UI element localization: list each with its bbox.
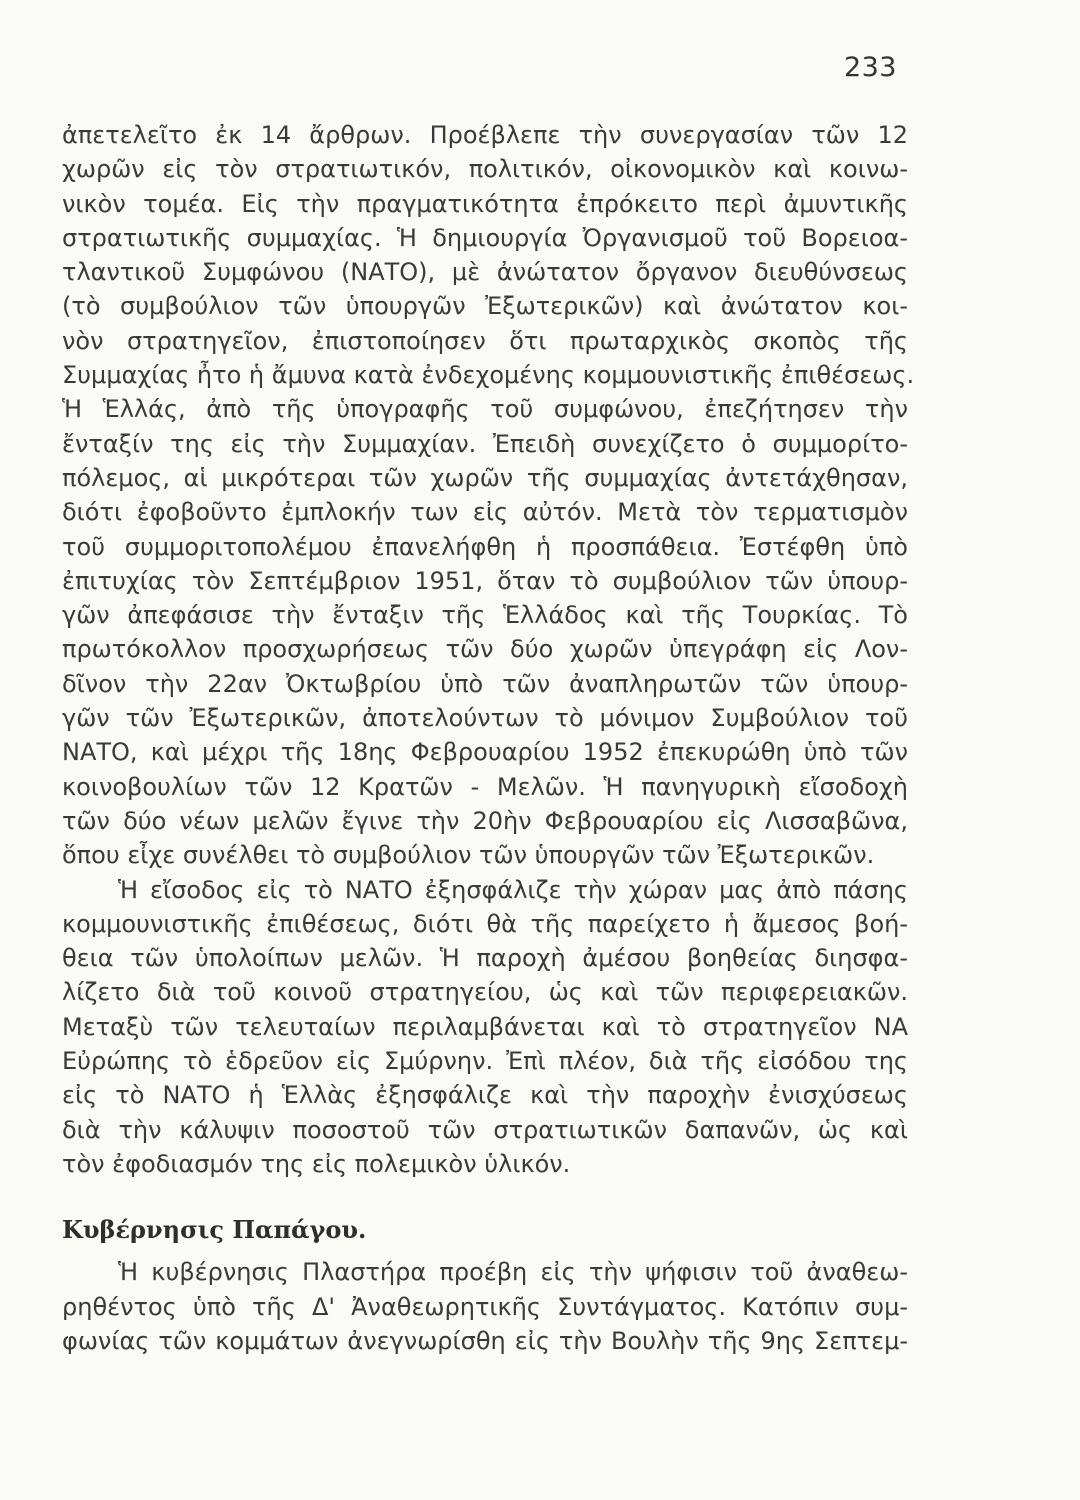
text-line: διότι ἐφοβοῦντο ἐμπλοκήν των εἰς αὐτόν. Μετὰ τὸν τερματισμὸν (62, 498, 908, 527)
section-heading: Κυβέρνησις Παπάγου. (62, 1215, 367, 1245)
text-line: Ἡ εἴσοδος εἰς τὸ ΝΑΤΟ ἐξησφάλιζε τὴν χώραν μας ἀπὸ πάσης (118, 875, 908, 904)
text-line: τοῦ συμμοριτοπολέμου ἐπανελήφθη ἡ προσπάθεια. Ἐστέφθη ὑπὸ (62, 532, 908, 561)
text-line: (τὸ συμβούλιον τῶν ὑπουργῶν Ἐξωτερικῶν) καὶ ἀνώτατον κοι- (62, 292, 908, 321)
text-line: τὸν ἐφοδιασμόν της εἰς πολεμικὸν ὑλικόν. (62, 1149, 571, 1178)
text-line: ἔνταξίν της εἰς τὴν Συμμαχίαν. Ἐπειδὴ συνεχίζετο ὁ συμμορίτο- (62, 429, 908, 458)
text-line: πρωτόκολλον προσχωρήσεως τῶν δύο χωρῶν ὑπεγράφη εἰς Λον- (62, 635, 908, 664)
text-line: νὸν στρατηγεῖον, ἐπιστοποίησεν ὅτι πρωταρχικὸς σκοπὸς τῆς (62, 326, 908, 355)
text-line: ρηθέντος ὑπὸ τῆς Δ' Ἀναθεωρητικῆς Συντάγματος. Κατόπιν συμ- (62, 1292, 908, 1321)
text-line: διὰ τὴν κάλυψιν ποσοστοῦ τῶν στρατιωτικῶν δαπανῶν, ὡς καὶ (62, 1115, 908, 1144)
text-line: ΝΑΤΟ, καὶ μέχρι τῆς 18ης Φεβρουαρίου 1952 ἐπεκυρώθη ὑπὸ τῶν (62, 738, 908, 767)
text-line: ἐπιτυχίας τὸν Σεπτέμβριον 1951, ὅταν τὸ συμβούλιον τῶν ὑπουρ- (62, 566, 908, 595)
text-line: κομμουνιστικῆς ἐπιθέσεως, διότι θὰ τῆς παρείχετο ἡ ἄμεσος βοή- (62, 909, 908, 938)
page-number: 233 (843, 52, 897, 83)
text-line: δῖνον τὴν 22αν Ὀκτωβρίου ὑπὸ τῶν ἀναπληρωτῶν τῶν ὑπουρ- (62, 669, 908, 698)
text-line: θεια τῶν ὑπολοίπων μελῶν. Ἡ παροχὴ ἀμέσου βοηθείας διησφα- (62, 944, 908, 973)
text-line: κοινοβουλίων τῶν 12 Κρατῶν - Μελῶν. Ἡ πανηγυρικὴ εἴσοδοχὴ (62, 772, 908, 801)
text-line: τλαντικοῦ Συμφώνου (ΝΑΤΟ), μὲ ἀνώτατον ὄργανον διευθύνσεως (62, 258, 908, 287)
text-line: Εὐρώπης τὸ ἑδρεῦον εἰς Σμύρνην. Ἐπὶ πλέον, διὰ τῆς εἰσόδου της (62, 1047, 908, 1076)
text-line: Συμμαχίας ἦτο ἡ ἄμυνα κατὰ ἐνδεχομένης κομμουνιστικῆς ἐπιθέσεως. (62, 361, 915, 390)
text-line: Ἡ Ἑλλάς, ἀπὸ τῆς ὑπογραφῆς τοῦ συμφώνου, ἐπεζήτησεν τὴν (62, 395, 908, 424)
text-line: νικὸν τομέα. Εἰς τὴν πραγματικότητα ἐπρόκειτο περὶ ἀμυντικῆς (62, 189, 908, 218)
page-body (62, 118, 915, 1358)
text-line: πόλεμος, αἱ μικρότεραι τῶν χωρῶν τῆς συμμαχίας ἀντετάχθησαν, (62, 463, 908, 492)
text-line: στρατιωτικῆς συμμαχίας. Ἡ δημιουργία Ὀργανισμοῦ τοῦ Βορειοα- (62, 223, 908, 252)
text-line: γῶν ἀπεφάσισε τὴν ἔνταξιν τῆς Ἑλλάδος καὶ τῆς Τουρκίας. Τὸ (62, 601, 908, 630)
text-line: ὅπου εἶχε συνέλθει τὸ συμβούλιον τῶν ὑπουργῶν τῶν Ἐξωτερικῶν. (62, 841, 875, 870)
text-line: λίζετο διὰ τοῦ κοινοῦ στρατηγείου, ὡς καὶ τῶν περιφερειακῶν. (62, 978, 908, 1007)
text-line: φωνίας τῶν κομμάτων ἀνεγνωρίσθη εἰς τὴν Βουλὴν τῆς 9ης Σεπτεμ- (62, 1326, 908, 1355)
paragraph-2 (62, 873, 908, 1182)
text-line: τῶν δύο νέων μελῶν ἔγινε τὴν 20ὴν Φεβρουαρίου εἰς Λισσαβῶνα, (62, 806, 908, 835)
paragraph-1 (62, 118, 915, 873)
text-line: χωρῶν εἰς τὸν στρατιωτικόν, πολιτικόν, οἰκονομικὸν καὶ κοινω- (62, 155, 908, 184)
text-line: γῶν τῶν Ἐξωτερικῶν, ἀποτελούντων τὸ μόνιμον Συμβούλιον τοῦ (62, 704, 908, 733)
text-line: Ἡ κυβέρνησις Πλαστήρα προέβη εἰς τὴν ψήφισιν τοῦ ἀναθεω- (118, 1258, 908, 1287)
text-line: Μεταξὺ τῶν τελευταίων περιλαμβάνεται καὶ τὸ στρατηγεῖον ΝΑ (62, 1012, 908, 1041)
paragraph-3 (62, 1255, 908, 1358)
text-line: εἰς τὸ ΝΑΤΟ ἡ Ἑλλὰς ἐξησφάλιζε καὶ τὴν παροχὴν ἐνισχύσεως (62, 1081, 908, 1110)
text-line: ἀπετελεῖτο ἐκ 14 ἄρθρων. Προέβλεπε τὴν συνεργασίαν τῶν 12 (62, 121, 908, 149)
